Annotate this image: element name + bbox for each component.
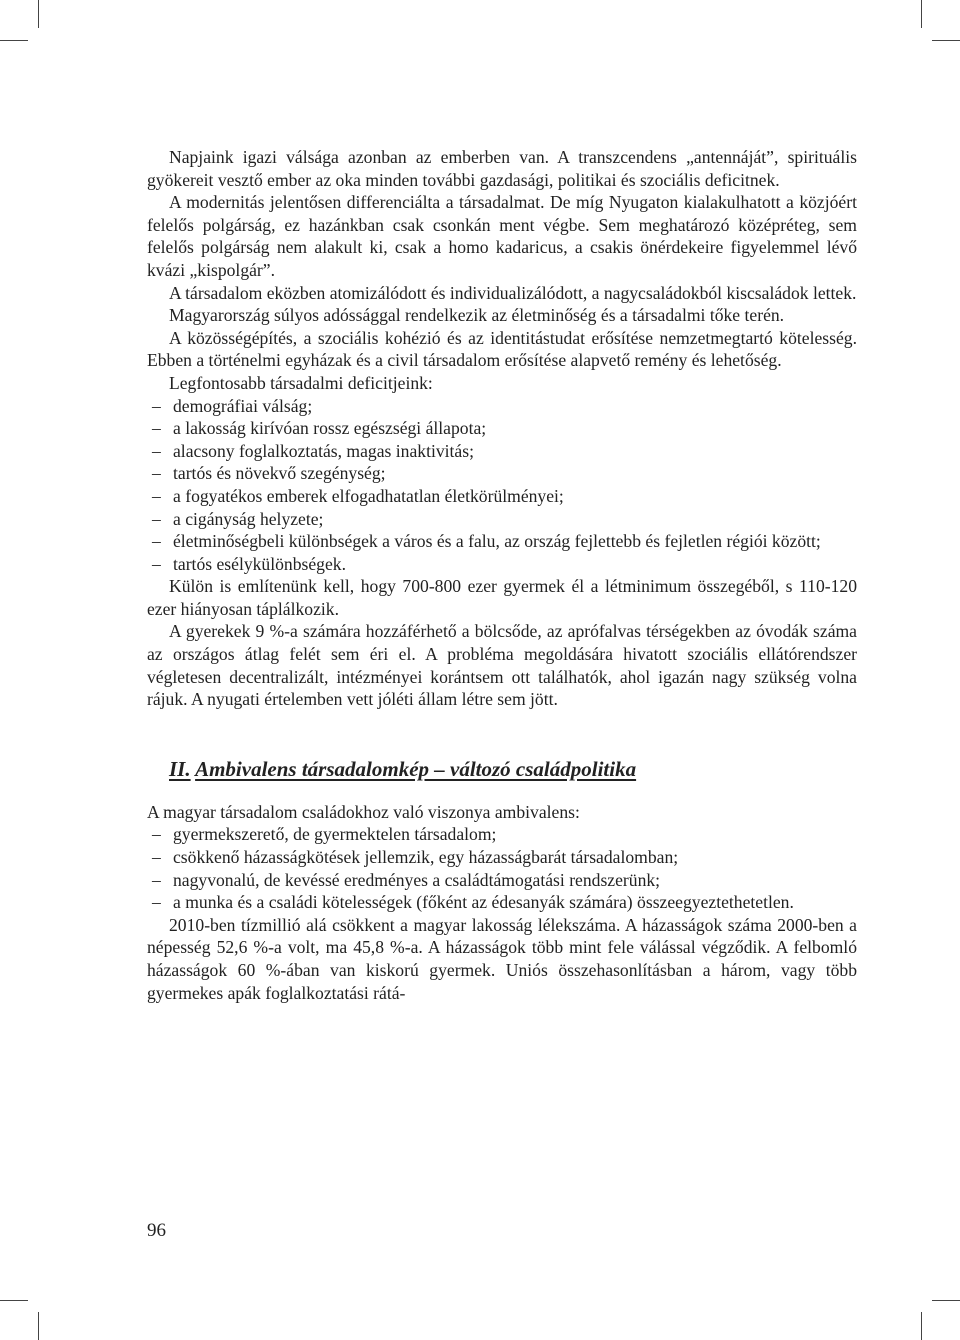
dash-glyph: – <box>152 508 161 529</box>
list-item <box>147 891 857 914</box>
list-item <box>147 395 857 418</box>
list-item-text: tartós esélykülönbségek. <box>173 553 346 574</box>
paragraph: Külön is említenünk kell, hogy 700-800 ezer gyermek él a létminimum összegéből, s 110-120 ezer hiányosan táplálkozik. <box>147 576 857 619</box>
crop-mark-bottom-right-vertical <box>921 1312 922 1340</box>
crop-mark-bottom-right-horizontal <box>932 1300 960 1301</box>
page-number: 96 <box>147 1220 166 1241</box>
crop-mark-bottom-left-horizontal <box>0 1300 28 1301</box>
dash-glyph: – <box>152 824 161 845</box>
section-heading <box>169 755 857 783</box>
deficits-list <box>147 395 857 576</box>
list-item-text: alacsony foglalkoztatás, magas inaktivitás; <box>173 440 474 461</box>
crop-mark-top-left-vertical <box>38 0 39 28</box>
list-item <box>147 485 857 508</box>
list-item-text: a munka és a családi kötelességek (főként az édesanyák számára) összeegyeztethetetlen. <box>173 892 794 913</box>
paragraph: Magyarország súlyos adóssággal rendelkezik az életminőség és a társadalmi tőke terén. <box>169 305 785 326</box>
dash-glyph: – <box>152 892 161 913</box>
list-item-text: a fogyatékos emberek elfogadhatatlan életkörülményei; <box>173 485 564 506</box>
list-item-text: gyermekszerető, de gyermektelen társadalom; <box>173 824 497 845</box>
dash-glyph: – <box>152 847 161 868</box>
paragraph: A modernitás jelentősen differenciálta a társadalmat. De míg Nyugaton kialakulhatott a közjóért felelős polgárság, ez hazánkban csak csonkán ment végbe. Sem meghatározó középréteg, sem felelős polgárság nem alakult ki, csak a homo kadaricus, a csakis önérdekeire figyelemmel lévő kvázi „kispolgár”. <box>147 192 857 280</box>
dash-glyph: – <box>152 485 161 506</box>
paragraph: 2010-ben tízmillió alá csökkent a magyar lakosság lélekszáma. A házasságok száma 2000-ben a népesség 52,6 %-a volt, ma 45,8 %-a. A házasságok több mint fele válással végződik. A felbomló házasságok 60 %-ában van kiskorú gyermek. Uniós összehasonlításban a három, vagy több gyermekes apák foglalkoztatási rátá- <box>147 914 857 1003</box>
list-item-text: demográfiai válság; <box>173 395 313 416</box>
dash-glyph: – <box>152 553 161 574</box>
list-item-text: csökkenő házasságkötések jellemzik, egy házasságbarát társadalomban; <box>173 847 679 868</box>
dash-glyph: – <box>152 395 161 416</box>
dash-glyph: – <box>152 531 161 552</box>
list-item-text: életminőségbeli különbségek a város és a falu, az ország fejlettebb és fejletlen régiói között; <box>173 531 821 552</box>
list-item <box>147 553 857 576</box>
crop-mark-top-right-vertical <box>921 0 922 28</box>
dash-glyph: – <box>152 869 161 890</box>
crop-mark-top-right-horizontal <box>932 40 960 41</box>
list-item <box>147 417 857 440</box>
paragraph: A közösségépítés, a szociális kohézió és az identitástudat erősítése nemzetmegtartó kötelesség. Ebben a történelmi egyházak és a civil társadalom erősítése alapvető remény és lehetőség. <box>147 327 857 371</box>
list-item <box>147 440 857 463</box>
list-item <box>147 846 857 869</box>
list-intro: Legfontosabb társadalmi deficitjeink: <box>169 372 433 393</box>
section-number: II. <box>169 756 191 781</box>
list-item-text: a cigányság helyzete; <box>173 508 324 529</box>
list-item <box>147 530 857 553</box>
list-item <box>147 823 857 846</box>
list-item-text: tartós és növekvő szegénység; <box>173 463 386 484</box>
crop-mark-top-left-horizontal <box>0 40 28 41</box>
list-item <box>147 508 857 531</box>
paragraph: A gyerekek 9 %-a számára hozzáférhető a bölcsőde, az aprófalvas térségekben az óvodák száma az országos átlag felét sem éri el. A probléma megoldására hivatott szociális ellátórendszer végletesen decentralizált, intézményei korántsem ott találhatók, ahol igazán nagy szükség volna rájuk. A nyugati értelemben vett jóléti állam létre sem jött. <box>147 621 857 710</box>
list-item-text: nagyvonalú, de kevéssé eredményes a családtámogatási rendszerünk; <box>173 869 661 890</box>
dash-glyph: – <box>152 463 161 484</box>
paragraph: A társadalom eközben atomizálódott és individualizálódott, a nagycsaládokból kiscsaládok lettek. <box>169 282 857 303</box>
paragraph: Napjaink igazi válsága azonban az emberben van. A transzcendens „antennáját”, spirituális gyökereit vesztő ember az oka minden további gazdasági, politikai és szociális deficitnek. <box>147 147 857 190</box>
dash-glyph: – <box>152 440 161 461</box>
section-title: Ambivalens társadalomkép – változó családpolitika <box>195 756 637 781</box>
section-intro: A magyar társadalom családokhoz való viszonya ambivalens: <box>147 801 580 822</box>
page-body <box>147 146 857 1004</box>
list-item <box>147 869 857 892</box>
list-item <box>147 462 857 485</box>
dash-glyph: – <box>152 418 161 439</box>
crop-mark-bottom-left-vertical <box>38 1312 39 1340</box>
ambivalence-list <box>147 823 857 913</box>
list-item-text: a lakosság kirívóan rossz egészségi állapota; <box>173 418 487 439</box>
